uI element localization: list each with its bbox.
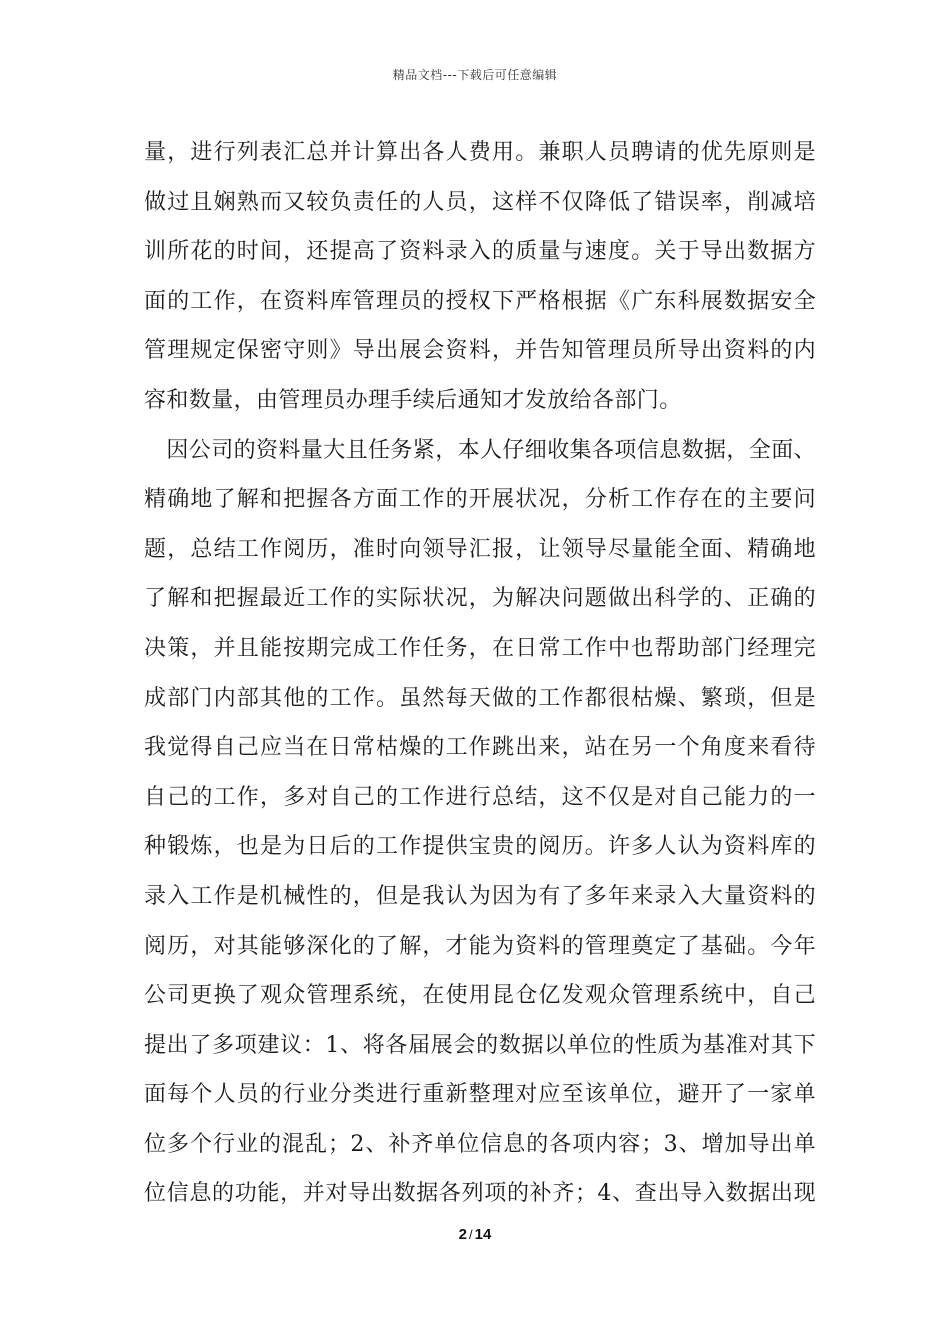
text-line: 题，总结工作阅历，准时向领导汇报，让领导尽量能全面、精确地 (144, 536, 816, 562)
text-line: 精确地了解和把握各方面工作的开展状况，分析工作存在的主要问 (144, 487, 816, 513)
text-line: 容和数量，由管理员办理手续后通知才发放给各部门。 (144, 387, 682, 413)
paragraph (144, 426, 816, 1220)
paragraph (144, 128, 816, 426)
current-page-number: 2 (458, 1226, 468, 1243)
text-line: 决策，并且能按期完成工作任务，在日常工作中也帮助部门经理完 (144, 635, 816, 661)
text-line: 管理规定保密守则》导出展会资料，并告知管理员所导出资料的内 (144, 338, 816, 364)
page-footer (0, 1226, 950, 1243)
text-line: 量，进行列表汇总并计算出各人费用。兼职人员聘请的优先原则是 (144, 140, 816, 165)
text-line: 因公司的资料量大且任务紧，本人仔细收集各项信息数据，全面、 (144, 437, 817, 463)
text-line: 了解和把握最近工作的实际状况，为解决问题做出科学的、正确的 (144, 586, 816, 612)
text-line: 位信息的功能，并对导出数据各列项的补齐；4、查出导入数据出现 (144, 1181, 816, 1207)
text-line: 成部门内部其他的工作。虽然每天做的工作都很枯燥、繁琐，但是 (144, 685, 816, 711)
page-header (0, 66, 950, 83)
page-separator: / (469, 1227, 473, 1242)
header-text: 精品文档---下载后可任意编辑 (392, 68, 558, 82)
text-line: 提出了多项建议：1、将各届展会的数据以单位的性质为基准对其下 (144, 1032, 816, 1058)
text-line: 录入工作是机械性的，但是我认为因为有了多年来录入大量资料的 (144, 883, 816, 909)
text-line: 阅历，对其能够深化的了解，才能为资料的管理奠定了基础。今年 (144, 933, 816, 959)
document-body (144, 128, 816, 1219)
text-line: 面每个人员的行业分类进行重新整理对应至该单位，避开了一家单 (144, 1082, 816, 1108)
text-line: 公司更换了观众管理系统，在使用昆仓亿发观众管理系统中，自己 (144, 983, 816, 1009)
text-line: 做过且娴熟而又较负责任的人员，这样不仅降低了错误率，削减培 (144, 189, 816, 215)
total-page-count: 14 (474, 1226, 492, 1243)
text-line: 我觉得自己应当在日常枯燥的工作跳出来，站在另一个角度来看待 (144, 735, 816, 761)
text-line: 种锻炼，也是为日后的工作提供宝贵的阅历。许多人认为资料库的 (144, 834, 816, 860)
text-line: 自己的工作，多对自己的工作进行总结，这不仅是对自己能力的一 (144, 784, 816, 810)
text-line: 面的工作，在资料库管理员的授权下严格根据《广东科展数据安全 (144, 288, 816, 314)
text-line: 训所花的时间，还提高了资料录入的质量与速度。关于导出数据方 (144, 239, 816, 265)
text-line: 位多个行业的混乱；2、补齐单位信息的各项内容；3、增加导出单 (144, 1131, 816, 1157)
